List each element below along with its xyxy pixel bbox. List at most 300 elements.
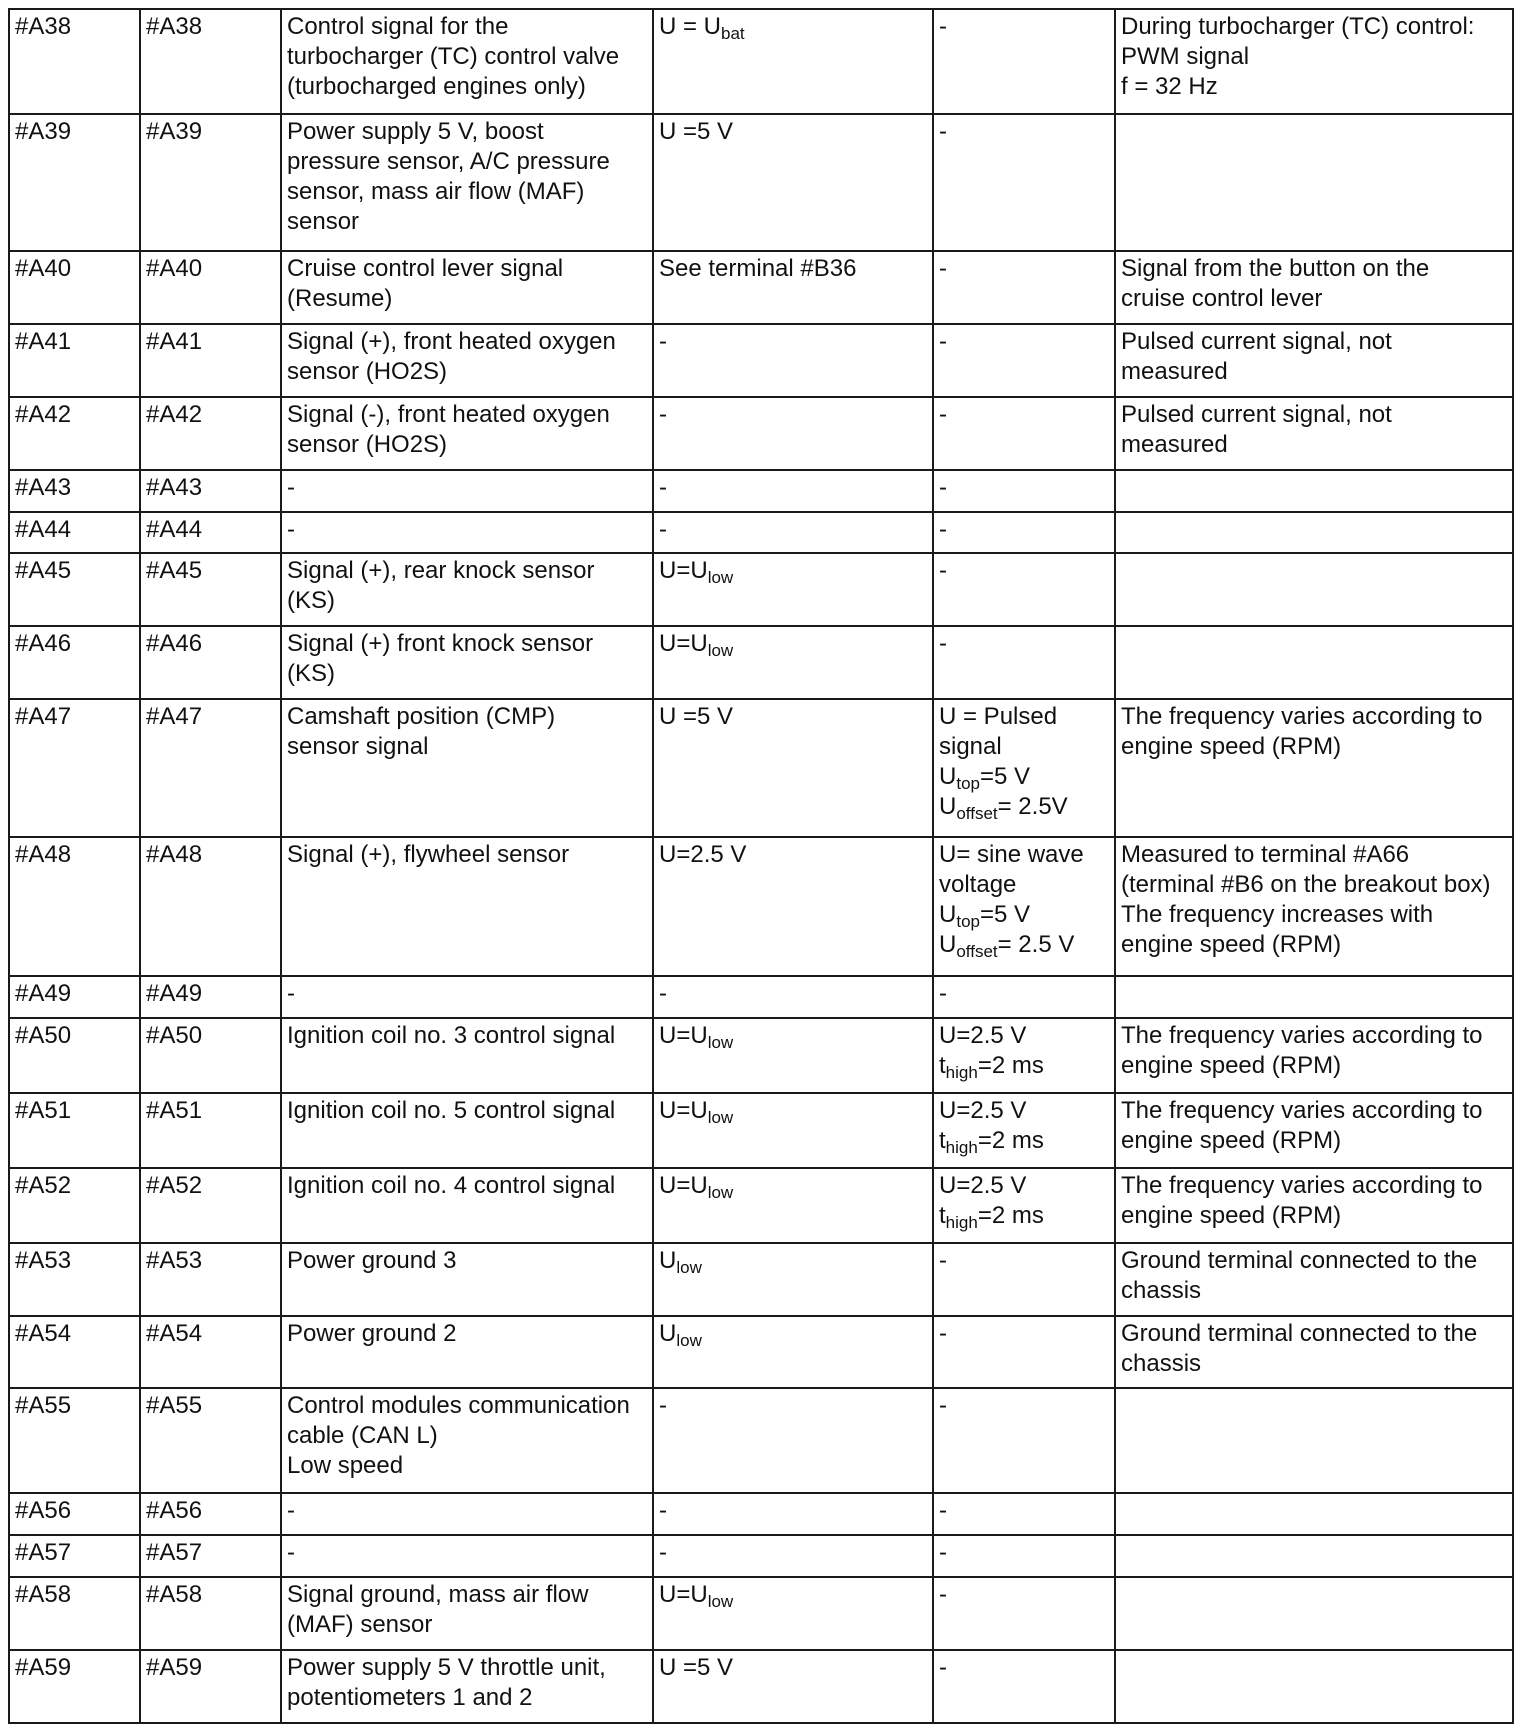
description-cell	[281, 1535, 653, 1577]
voltage-cell	[653, 699, 933, 837]
breakout-pin-cell	[140, 837, 281, 975]
formula-text: -	[939, 1392, 947, 1420]
ecm-pin-cell	[9, 1577, 140, 1650]
formula-text: U =5 V	[659, 1653, 734, 1681]
description-cell	[281, 114, 653, 251]
notes-cell	[1115, 324, 1513, 397]
notes-cell-line: Ground terminal connected to the	[1121, 1319, 1478, 1347]
table-row	[9, 699, 1513, 837]
notes-cell-line: The frequency varies according to	[1121, 1171, 1483, 1199]
voltage-cell	[653, 837, 933, 975]
notes-cell-line: engine speed (RPM)	[1121, 931, 1342, 959]
notes-cell	[1115, 976, 1513, 1018]
description-cell	[281, 837, 653, 975]
notes-cell	[1115, 1650, 1513, 1723]
description-cell-line: potentiometers 1 and 2	[287, 1683, 533, 1711]
signal-cell	[933, 1316, 1115, 1389]
ecm-pin-cell	[9, 1018, 140, 1093]
pin-label: #A46	[146, 630, 203, 658]
table-row	[9, 1535, 1513, 1577]
pin-label: #A45	[15, 557, 72, 585]
table-row	[9, 324, 1513, 397]
pin-label: #A54	[15, 1319, 72, 1347]
signal-cell-line	[939, 327, 1108, 357]
description-cell-line: -	[287, 1497, 295, 1525]
formula-text: U	[939, 901, 957, 929]
voltage-cell-line	[659, 1496, 926, 1526]
notes-cell	[1115, 397, 1513, 470]
formula-text: U=2.5 V	[939, 1171, 1027, 1199]
description-cell-line: (KS)	[287, 660, 335, 688]
signal-cell-line	[939, 1126, 1108, 1156]
description-cell-line: -	[287, 473, 295, 501]
notes-cell	[1115, 553, 1513, 626]
breakout-pin-cell	[140, 699, 281, 837]
notes-cell	[1115, 1493, 1513, 1535]
description-cell-line: Signal (+) front knock sensor	[287, 630, 594, 658]
voltage-cell-line	[659, 117, 926, 147]
pin-label: #A47	[15, 703, 72, 731]
pin-label: #A56	[15, 1497, 72, 1525]
description-cell	[281, 1243, 653, 1316]
description-cell	[281, 1388, 653, 1493]
pin-label: #A55	[146, 1392, 203, 1420]
ecm-pin-cell	[9, 1493, 140, 1535]
ecm-pin-cell	[9, 9, 140, 114]
formula-text: -	[659, 473, 667, 501]
breakout-pin-cell	[140, 976, 281, 1018]
ecm-pin-cell	[9, 1316, 140, 1389]
formula-text: U=U	[659, 1096, 708, 1124]
description-cell-line: -	[287, 515, 295, 543]
subscript: low	[707, 1107, 734, 1127]
pin-table	[8, 8, 1514, 1724]
table-row	[9, 1243, 1513, 1316]
formula-text: -	[659, 1392, 667, 1420]
notes-cell	[1115, 1168, 1513, 1243]
pin-label: #A42	[146, 401, 203, 428]
formula-text: -	[939, 515, 947, 543]
formula-text: U	[939, 763, 957, 791]
voltage-cell	[653, 976, 933, 1018]
formula-text: t	[939, 1201, 946, 1229]
notes-cell-line: f = 32 Hz	[1121, 73, 1218, 100]
formula-text: -	[659, 979, 667, 1007]
pin-label: #A39	[146, 118, 203, 146]
notes-cell	[1115, 1316, 1513, 1389]
subscript: high	[945, 1212, 978, 1232]
signal-cell-line	[939, 254, 1108, 284]
ecm-pin-cell	[9, 1093, 140, 1168]
table-row	[9, 626, 1513, 699]
description-cell-line: (Resume)	[287, 285, 393, 313]
formula-text: -	[939, 328, 947, 356]
table-row	[9, 114, 1513, 251]
voltage-cell	[653, 1093, 933, 1168]
subscript: bat	[721, 24, 745, 43]
ecm-pin-cell	[9, 553, 140, 626]
signal-cell-line	[939, 930, 1108, 960]
voltage-cell-line	[659, 1580, 926, 1610]
signal-cell	[933, 626, 1115, 699]
description-cell-line: Ignition coil no. 5 control signal	[287, 1096, 616, 1124]
table-row	[9, 1577, 1513, 1650]
notes-cell-line: Signal from the button on the	[1121, 255, 1430, 283]
description-cell-line: (KS)	[287, 587, 335, 615]
formula-text: U	[659, 1319, 677, 1347]
ecm-pin-cell	[9, 1535, 140, 1577]
description-cell-line: Signal (-), front heated oxygen	[287, 401, 610, 428]
formula-text: U =5 V	[659, 703, 734, 731]
breakout-pin-cell	[140, 1388, 281, 1493]
breakout-pin-cell	[140, 1093, 281, 1168]
notes-cell	[1115, 1388, 1513, 1493]
notes-cell	[1115, 470, 1513, 512]
formula-text: -	[939, 1653, 947, 1681]
description-cell-line: pressure sensor, A/C pressure	[287, 148, 610, 176]
description-cell-line: -	[287, 979, 295, 1007]
description-cell-line: Low speed	[287, 1452, 404, 1480]
formula-text: = 2.5V	[997, 793, 1068, 821]
notes-cell-line: chassis	[1121, 1349, 1202, 1377]
description-cell	[281, 251, 653, 324]
table-row	[9, 397, 1513, 470]
voltage-cell-line	[659, 515, 926, 545]
table-row	[9, 1093, 1513, 1168]
notes-cell	[1115, 1018, 1513, 1093]
notes-cell	[1115, 837, 1513, 975]
pin-label: #A59	[146, 1653, 203, 1681]
pin-label: #A53	[15, 1246, 72, 1274]
ecm-pin-cell	[9, 1243, 140, 1316]
table-row	[9, 837, 1513, 975]
breakout-pin-cell	[140, 1018, 281, 1093]
subscript: top	[956, 774, 980, 794]
pin-label: #A45	[146, 557, 203, 585]
voltage-cell-line	[659, 1096, 926, 1126]
signal-cell-line	[939, 400, 1108, 430]
description-cell-line: (turbocharged engines only)	[287, 73, 586, 100]
description-cell-line: Power supply 5 V throttle unit,	[287, 1653, 606, 1681]
breakout-pin-cell	[140, 1493, 281, 1535]
description-cell-line: Ignition coil no. 4 control signal	[287, 1171, 616, 1199]
description-cell	[281, 324, 653, 397]
formula-text: -	[659, 515, 667, 543]
formula-text: -	[939, 401, 947, 428]
voltage-cell-line	[659, 1538, 926, 1568]
signal-cell	[933, 324, 1115, 397]
table-row	[9, 553, 1513, 626]
signal-cell-line	[939, 12, 1108, 42]
notes-cell	[1115, 114, 1513, 251]
voltage-cell-line	[659, 556, 926, 586]
notes-cell-line: chassis	[1121, 1276, 1202, 1304]
pin-label: #A46	[15, 630, 72, 658]
formula-text: U= sine wave	[939, 841, 1084, 869]
pin-label: #A54	[146, 1319, 203, 1347]
subscript: low	[676, 1330, 702, 1350]
signal-cell	[933, 699, 1115, 837]
pin-label: #A38	[146, 13, 203, 40]
subscript: top	[956, 912, 980, 932]
description-cell	[281, 9, 653, 114]
voltage-cell	[653, 1168, 933, 1243]
formula-text: =5 V	[979, 763, 1031, 791]
ecm-pin-cell	[9, 976, 140, 1018]
formula-text: U	[659, 1246, 677, 1274]
notes-cell-line: The frequency varies according to	[1121, 703, 1483, 731]
signal-cell	[933, 470, 1115, 512]
breakout-pin-cell	[140, 470, 281, 512]
subscript: low	[707, 1182, 734, 1202]
subscript: high	[945, 1137, 978, 1157]
ecm-pin-cell	[9, 251, 140, 324]
ecm-pin-cell	[9, 1650, 140, 1723]
pin-label: #A57	[15, 1539, 72, 1567]
signal-cell-line	[939, 117, 1108, 147]
subscript: low	[707, 1592, 734, 1612]
voltage-cell	[653, 626, 933, 699]
notes-cell-line: engine speed (RPM)	[1121, 1126, 1342, 1154]
signal-cell-line	[939, 1653, 1108, 1683]
subscript: offset	[956, 804, 998, 824]
voltage-cell	[653, 9, 933, 114]
table-row	[9, 470, 1513, 512]
voltage-cell	[653, 114, 933, 251]
notes-cell	[1115, 1093, 1513, 1168]
notes-cell	[1115, 1535, 1513, 1577]
description-cell-line: Cruise control lever signal	[287, 255, 564, 283]
signal-cell-line	[939, 900, 1108, 930]
table-row	[9, 976, 1513, 1018]
notes-cell-line: The frequency increases with	[1121, 901, 1434, 929]
description-cell	[281, 699, 653, 837]
pin-label: #A41	[146, 328, 203, 356]
ecm-pin-cell	[9, 1388, 140, 1493]
pin-table-body	[9, 9, 1513, 1723]
breakout-pin-cell	[140, 1577, 281, 1650]
ecm-pin-cell	[9, 397, 140, 470]
description-cell-line: turbocharger (TC) control valve	[287, 43, 620, 70]
pin-label: #A42	[15, 401, 72, 428]
description-cell	[281, 1577, 653, 1650]
voltage-cell	[653, 512, 933, 554]
formula-text: -	[939, 255, 947, 283]
signal-cell	[933, 1577, 1115, 1650]
notes-cell-line: Ground terminal connected to the	[1121, 1246, 1478, 1274]
breakout-pin-cell	[140, 553, 281, 626]
breakout-pin-cell	[140, 397, 281, 470]
description-cell	[281, 553, 653, 626]
formula-text: -	[659, 1539, 667, 1567]
pin-label: #A55	[15, 1392, 72, 1420]
formula-text: See terminal #B36	[659, 255, 857, 283]
notes-cell-line: engine speed (RPM)	[1121, 1051, 1342, 1079]
description-cell-line: (MAF) sensor	[287, 1611, 433, 1639]
breakout-pin-cell	[140, 251, 281, 324]
notes-cell-line: Pulsed current signal, not	[1121, 328, 1392, 356]
voltage-cell-line	[659, 840, 926, 870]
pin-label: #A58	[146, 1581, 203, 1609]
formula-text: U = U	[659, 13, 722, 40]
table-row	[9, 1018, 1513, 1093]
description-cell	[281, 1493, 653, 1535]
voltage-cell	[653, 1388, 933, 1493]
breakout-pin-cell	[140, 1243, 281, 1316]
signal-cell-line	[939, 762, 1108, 792]
notes-cell-line: engine speed (RPM)	[1121, 733, 1342, 761]
notes-cell-line: (terminal #B6 on the breakout box)	[1121, 871, 1491, 899]
description-cell	[281, 976, 653, 1018]
description-cell	[281, 1168, 653, 1243]
description-cell-line: Signal (+), flywheel sensor	[287, 841, 570, 869]
signal-cell-line	[939, 1538, 1108, 1568]
pin-label: #A52	[146, 1171, 203, 1199]
formula-text: t	[939, 1051, 946, 1079]
voltage-cell	[653, 251, 933, 324]
table-row	[9, 9, 1513, 114]
description-cell-line: Camshaft position (CMP)	[287, 703, 556, 731]
signal-cell-line	[939, 556, 1108, 586]
signal-cell-line	[939, 840, 1108, 870]
voltage-cell-line	[659, 979, 926, 1009]
signal-cell	[933, 1018, 1115, 1093]
signal-cell-line	[939, 1496, 1108, 1526]
breakout-pin-cell	[140, 626, 281, 699]
notes-cell-line: cruise control lever	[1121, 285, 1323, 313]
description-cell	[281, 1018, 653, 1093]
signal-cell-line	[939, 1201, 1108, 1231]
formula-text: U=2.5 V	[659, 841, 747, 869]
formula-text: -	[939, 1319, 947, 1347]
signal-cell-line	[939, 1051, 1108, 1081]
signal-cell-line	[939, 1580, 1108, 1610]
signal-cell-line	[939, 1096, 1108, 1126]
breakout-pin-cell	[140, 1650, 281, 1723]
signal-cell-line	[939, 629, 1108, 659]
voltage-cell	[653, 1650, 933, 1723]
subscript: high	[945, 1062, 978, 1082]
table-row	[9, 1388, 1513, 1493]
pin-label: #A53	[146, 1246, 203, 1274]
formula-text: U	[939, 931, 957, 959]
notes-cell	[1115, 251, 1513, 324]
signal-cell	[933, 837, 1115, 975]
voltage-cell-line	[659, 629, 926, 659]
notes-cell-line: During turbocharger (TC) control:	[1121, 13, 1475, 40]
voltage-cell	[653, 397, 933, 470]
signal-cell-line	[939, 1021, 1108, 1051]
notes-cell-line: The frequency varies according to	[1121, 1021, 1483, 1049]
formula-text: signal	[939, 733, 1002, 761]
pin-label: #A43	[15, 473, 72, 501]
signal-cell	[933, 1388, 1115, 1493]
notes-cell	[1115, 1577, 1513, 1650]
description-cell-line: Ignition coil no. 3 control signal	[287, 1021, 616, 1049]
formula-text: U=U	[659, 1171, 708, 1199]
breakout-pin-cell	[140, 1168, 281, 1243]
formula-text: -	[939, 13, 947, 40]
ecm-pin-cell	[9, 470, 140, 512]
pin-label: #A48	[15, 841, 72, 869]
pin-label: #A49	[15, 979, 72, 1007]
notes-cell-line: Pulsed current signal, not	[1121, 401, 1392, 428]
formula-text: -	[939, 1581, 947, 1609]
voltage-cell-line	[659, 702, 926, 732]
notes-cell	[1115, 512, 1513, 554]
formula-text: -	[939, 979, 947, 1007]
subscript: low	[707, 568, 734, 588]
voltage-cell-line	[659, 1021, 926, 1051]
voltage-cell-line	[659, 1391, 926, 1421]
notes-cell-line: measured	[1121, 358, 1228, 386]
formula-text: U	[939, 793, 957, 821]
ecm-pin-cell	[9, 1168, 140, 1243]
formula-text: t	[939, 1126, 946, 1154]
signal-cell	[933, 1243, 1115, 1316]
voltage-cell	[653, 470, 933, 512]
voltage-cell	[653, 1577, 933, 1650]
pin-label: #A51	[146, 1096, 203, 1124]
breakout-pin-cell	[140, 324, 281, 397]
ecm-pin-cell	[9, 324, 140, 397]
table-row	[9, 1316, 1513, 1389]
formula-text: -	[939, 557, 947, 585]
signal-cell	[933, 1535, 1115, 1577]
description-cell	[281, 1650, 653, 1723]
voltage-cell-line	[659, 1246, 926, 1276]
ecm-pin-cell	[9, 626, 140, 699]
description-cell-line: Power ground 3	[287, 1246, 457, 1274]
pin-label: #A52	[15, 1171, 72, 1199]
formula-text: -	[659, 1497, 667, 1525]
breakout-pin-cell	[140, 1535, 281, 1577]
description-cell-line: sensor (HO2S)	[287, 431, 448, 458]
signal-cell-line	[939, 870, 1108, 900]
signal-cell	[933, 1493, 1115, 1535]
formula-text: -	[659, 401, 667, 428]
signal-cell-line	[939, 1391, 1108, 1421]
pin-label: #A44	[146, 515, 203, 543]
table-row	[9, 512, 1513, 554]
pin-label: #A56	[146, 1497, 203, 1525]
table-row	[9, 251, 1513, 324]
voltage-cell-line	[659, 473, 926, 503]
voltage-cell-line	[659, 254, 926, 284]
notes-cell-line: Measured to terminal #A66	[1121, 841, 1410, 869]
description-cell-line: Signal ground, mass air flow	[287, 1581, 589, 1609]
signal-cell	[933, 114, 1115, 251]
formula-text: -	[939, 473, 947, 501]
signal-cell	[933, 9, 1115, 114]
formula-text: U = Pulsed	[939, 703, 1058, 731]
signal-cell-line	[939, 792, 1108, 822]
description-cell-line: sensor (HO2S)	[287, 358, 448, 386]
description-cell-line: cable (CAN L)	[287, 1422, 438, 1450]
signal-cell-line	[939, 473, 1108, 503]
formula-text: -	[939, 630, 947, 658]
formula-text: -	[939, 118, 947, 146]
description-cell	[281, 1316, 653, 1389]
voltage-cell	[653, 1535, 933, 1577]
breakout-pin-cell	[140, 1316, 281, 1389]
notes-cell	[1115, 699, 1513, 837]
table-row	[9, 1493, 1513, 1535]
formula-text: U=U	[659, 1021, 708, 1049]
description-cell-line: -	[287, 1539, 295, 1567]
description-cell-line: Signal (+), rear knock sensor	[287, 557, 595, 585]
signal-cell-line	[939, 979, 1108, 1009]
